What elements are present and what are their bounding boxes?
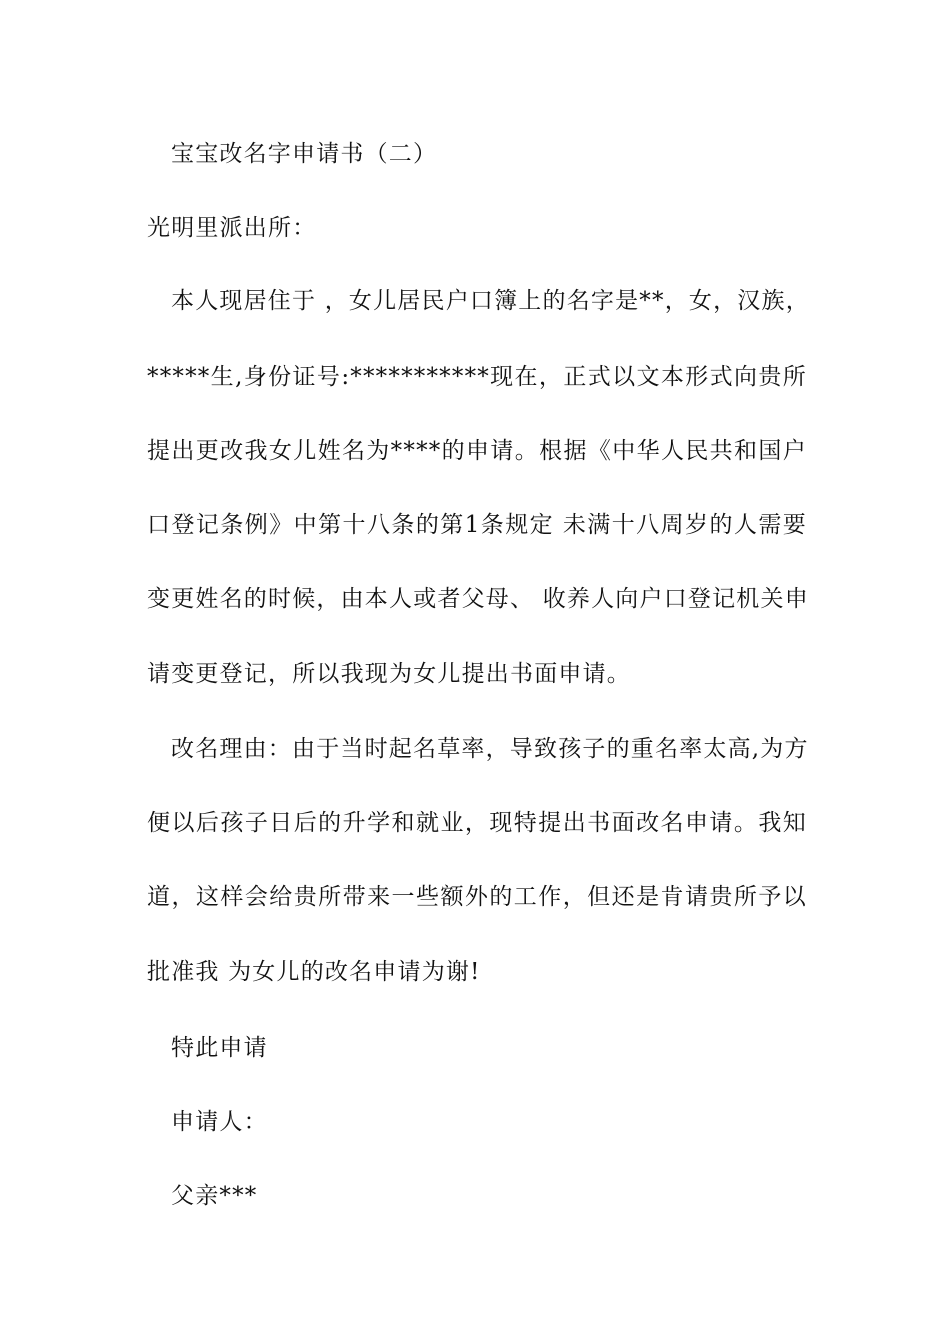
reason-line: 改名理由：由于当时起名草率，导致孩子的重名率太高,为方 <box>171 736 809 762</box>
reason-line: 道，这样会给贵所带来一些额外的工作，但还是肯请贵所予以 <box>147 884 807 910</box>
applicant-label: 申请人： <box>171 1109 268 1135</box>
body-line: 请变更登记，所以我现为女儿提出书面申请。 <box>147 661 631 687</box>
closing-line: 特此申请 <box>171 1035 268 1061</box>
body-line: 变更姓名的时候，由本人或者父母、 收养人向户口登记机关申 <box>147 586 809 612</box>
recipient-line: 光明里派出所： <box>147 215 317 241</box>
body-line: 本人现居住于 ，女儿居民户口簿上的名字是**，女，汉族， <box>171 288 810 314</box>
reason-line: 批准我 为女儿的改名申请为谢! <box>147 959 481 985</box>
body-line: *****生,身份证号:***********现在，正式以文本形式向贵所 <box>147 364 807 390</box>
body-line: 提出更改我女儿姓名为****的申请。根据《中华人民共和国户 <box>147 438 807 464</box>
document-title: 宝宝改名字申请书（二） <box>171 141 438 167</box>
body-line: 口登记条例》中第十八条的第1条规定 未满十八周岁的人需要 <box>147 512 807 538</box>
signature-line: 父亲*** <box>171 1183 258 1209</box>
reason-line: 便以后孩子日后的升学和就业，现特提出书面改名申请。我知 <box>147 810 807 836</box>
